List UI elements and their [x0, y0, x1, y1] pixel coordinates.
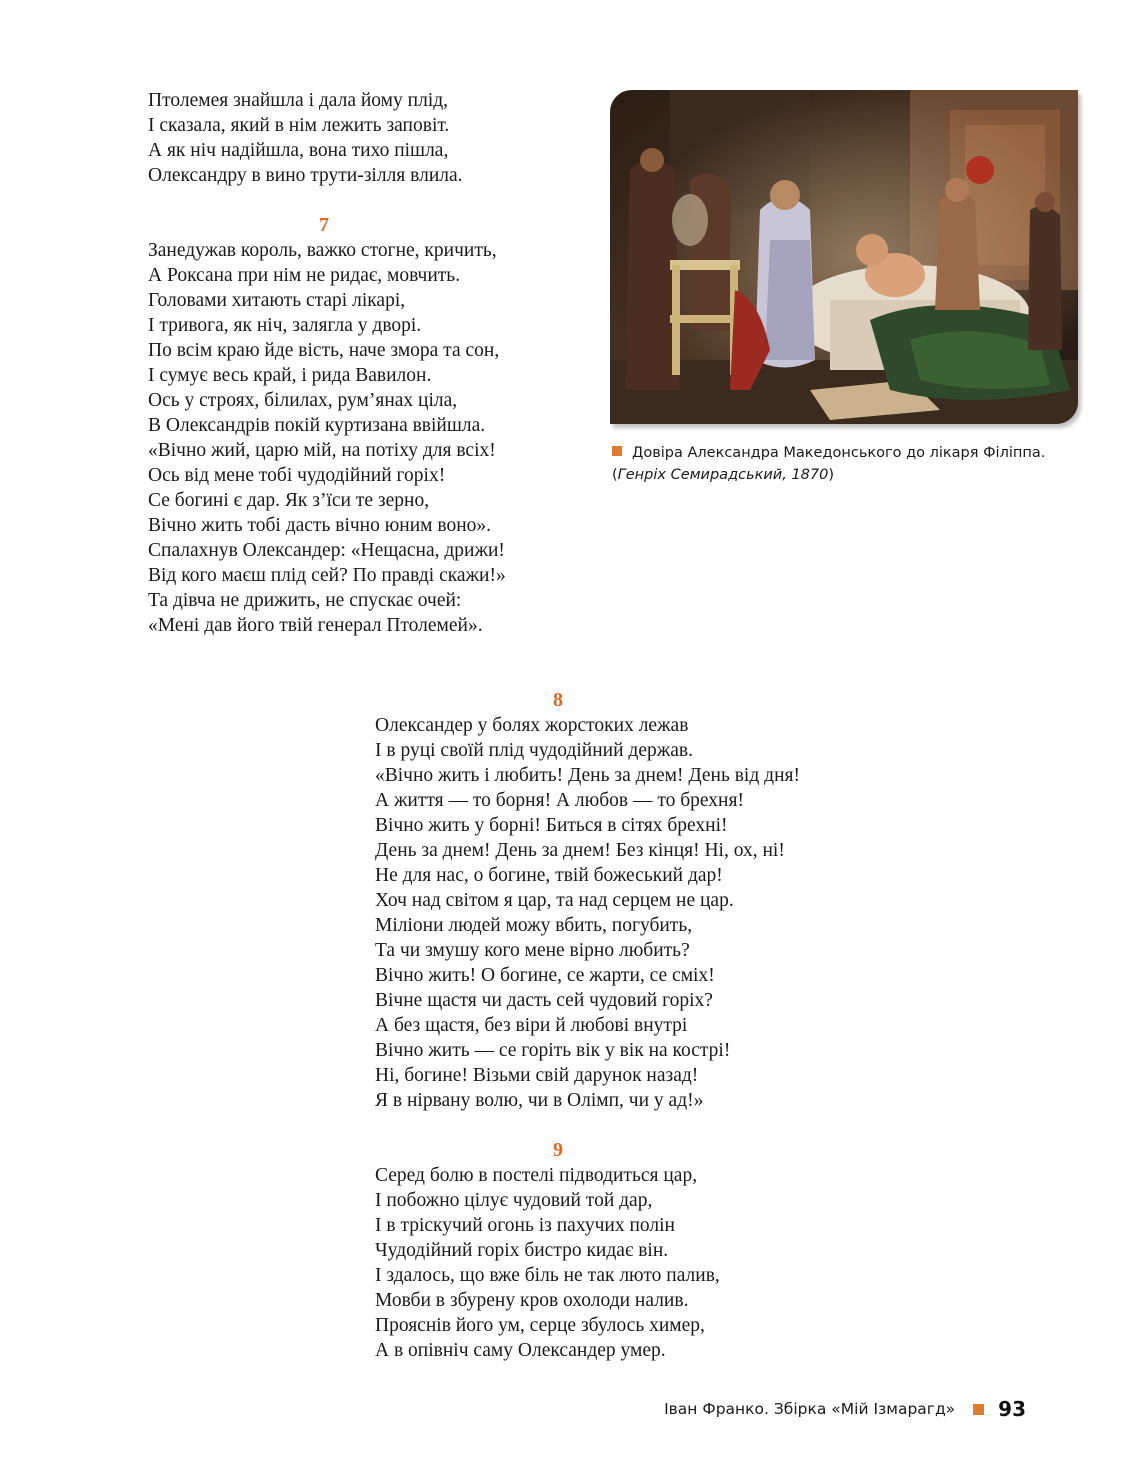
verse-line: Занедужав король, важко стогне, кричить, — [148, 240, 497, 261]
stanza-continuation — [148, 88, 568, 188]
verse-line: Олександер у болях жорстоких лежав — [375, 715, 689, 736]
verse-line: «Вічно жий, царю мій, на потіху для всіх! — [148, 440, 496, 461]
verse-line: Від кого маєш плід сей? По правді скажи!» — [148, 565, 506, 586]
verse-line: Та чи змушу кого мене вірно любить? — [375, 940, 690, 961]
stanza-number: 7 — [319, 214, 329, 236]
verse-line: День за днем! День за днем! Без кінця! Ні, ох, ні! — [375, 840, 785, 861]
verse-line: І побожно цілує чудовий той дар, — [375, 1190, 653, 1211]
verse-line: Прояснів його ум, серце збулось химер, — [375, 1315, 705, 1336]
verse-line: Вічно жить тобі дасть вічно юним воно». — [148, 515, 492, 536]
verse-line: В Олександрів покій куртизана ввійшла. — [148, 415, 486, 436]
verse-line: А без щастя, без віри й любові внутрі — [375, 1015, 688, 1036]
verse-line: Ось у строях, білилах, рум’янах ціла, — [148, 390, 458, 411]
running-title: Іван Франко. Збірка «Мій Ізмарагд» — [664, 1400, 956, 1418]
stanza-8 — [375, 688, 875, 1113]
stanza-number: 9 — [553, 1139, 563, 1161]
caption-text: Довіра Александра Македонського до лікаря Філіппа. — [632, 445, 1046, 461]
verse-line: А як ніч надійшла, вона тихо пішла, — [148, 140, 449, 161]
verse-line: І в руці своїй плід чудодійний держав. — [375, 740, 693, 761]
verse-line: Мовби в збурену кров охолоди налив. — [375, 1290, 689, 1311]
verse-line: Олександру в вино трути-зілля влила. — [148, 165, 463, 186]
verse-line: «Мені дав його твій генерал Птолемей». — [148, 615, 483, 636]
verse-line: Серед болю в постелі підводиться цар, — [375, 1165, 698, 1186]
verse-line: І тривога, як ніч, залягла у дворі. — [148, 315, 422, 336]
page-number: 93 — [998, 1397, 1026, 1421]
verse-line: І сказала, який в нім лежить заповіт. — [148, 115, 450, 136]
verse-line: І в тріскучий огонь із пахучих полін — [375, 1215, 675, 1236]
verse-line: Вічне щастя чи дасть сей чудовий горіх? — [375, 990, 713, 1011]
verse-line: Се богині є дар. Як з’їси те зерно, — [148, 490, 430, 511]
verse-line: Вічно жить у борні! Биться в сітях брехні! — [375, 815, 728, 836]
figure-caption — [612, 442, 1072, 486]
verse-line: Вічно жить — се горіть вік у вік на кострі! — [375, 1040, 731, 1061]
stanza-9 — [375, 1138, 875, 1363]
verse-line: Міліони людей можу вбить, погубить, — [375, 915, 693, 936]
caption-paren-open: ( — [612, 467, 618, 483]
verse-line: А Роксана при нім не ридає, мовчить. — [148, 265, 461, 286]
stanza-number: 8 — [553, 689, 563, 711]
verse-line: І здалось, що вже біль не так люто палив, — [375, 1265, 720, 1286]
square-bullet-icon — [973, 1404, 984, 1415]
painting-image — [610, 90, 1078, 424]
verse-line: Вічно жить! О богине, се жарти, се сміх! — [375, 965, 715, 986]
verse-line: «Вічно жить і любить! День за днем! День від дня! — [375, 765, 800, 786]
verse-line: Та дівча не дрижить, не спускає очей: — [148, 590, 462, 611]
verse-line: Хоч над світом я цар, та над серцем не цар. — [375, 890, 734, 911]
verse-line: По всім краю йде вість, наче змора та сон, — [148, 340, 500, 361]
verse-line: Я в нірвану волю, чи в Олімп, чи у ад!» — [375, 1090, 704, 1111]
verse-line: А в опівніч саму Олександер умер. — [375, 1340, 666, 1361]
verse-line: Не для нас, о богине, твій божеський дар! — [375, 865, 723, 886]
verse-line: Спалахнув Олександер: «Нещасна, дрижи! — [148, 540, 505, 561]
verse-line: Чудодійний горіх бистро кидає він. — [375, 1240, 669, 1261]
verse-line: Птолемея знайшла і дала йому плід, — [148, 90, 449, 111]
verse-line: А життя — то борня! А любов — то брехня! — [375, 790, 744, 811]
square-bullet-icon — [612, 446, 622, 456]
page-footer — [664, 1396, 1026, 1422]
caption-paren-close: ) — [828, 467, 835, 483]
verse-line: Ось від мене тобі чудодійний горіх! — [148, 465, 446, 486]
verse-line: Головами хитають старі лікарі, — [148, 290, 406, 311]
verse-line: Ні, богине! Візьми свій дарунок назад! — [375, 1065, 699, 1086]
caption-credit: Генріх Семирадський, 1870 — [617, 467, 829, 483]
verse-line: І сумує весь край, і рида Вавилон. — [148, 365, 432, 386]
stanza-7 — [148, 213, 568, 638]
